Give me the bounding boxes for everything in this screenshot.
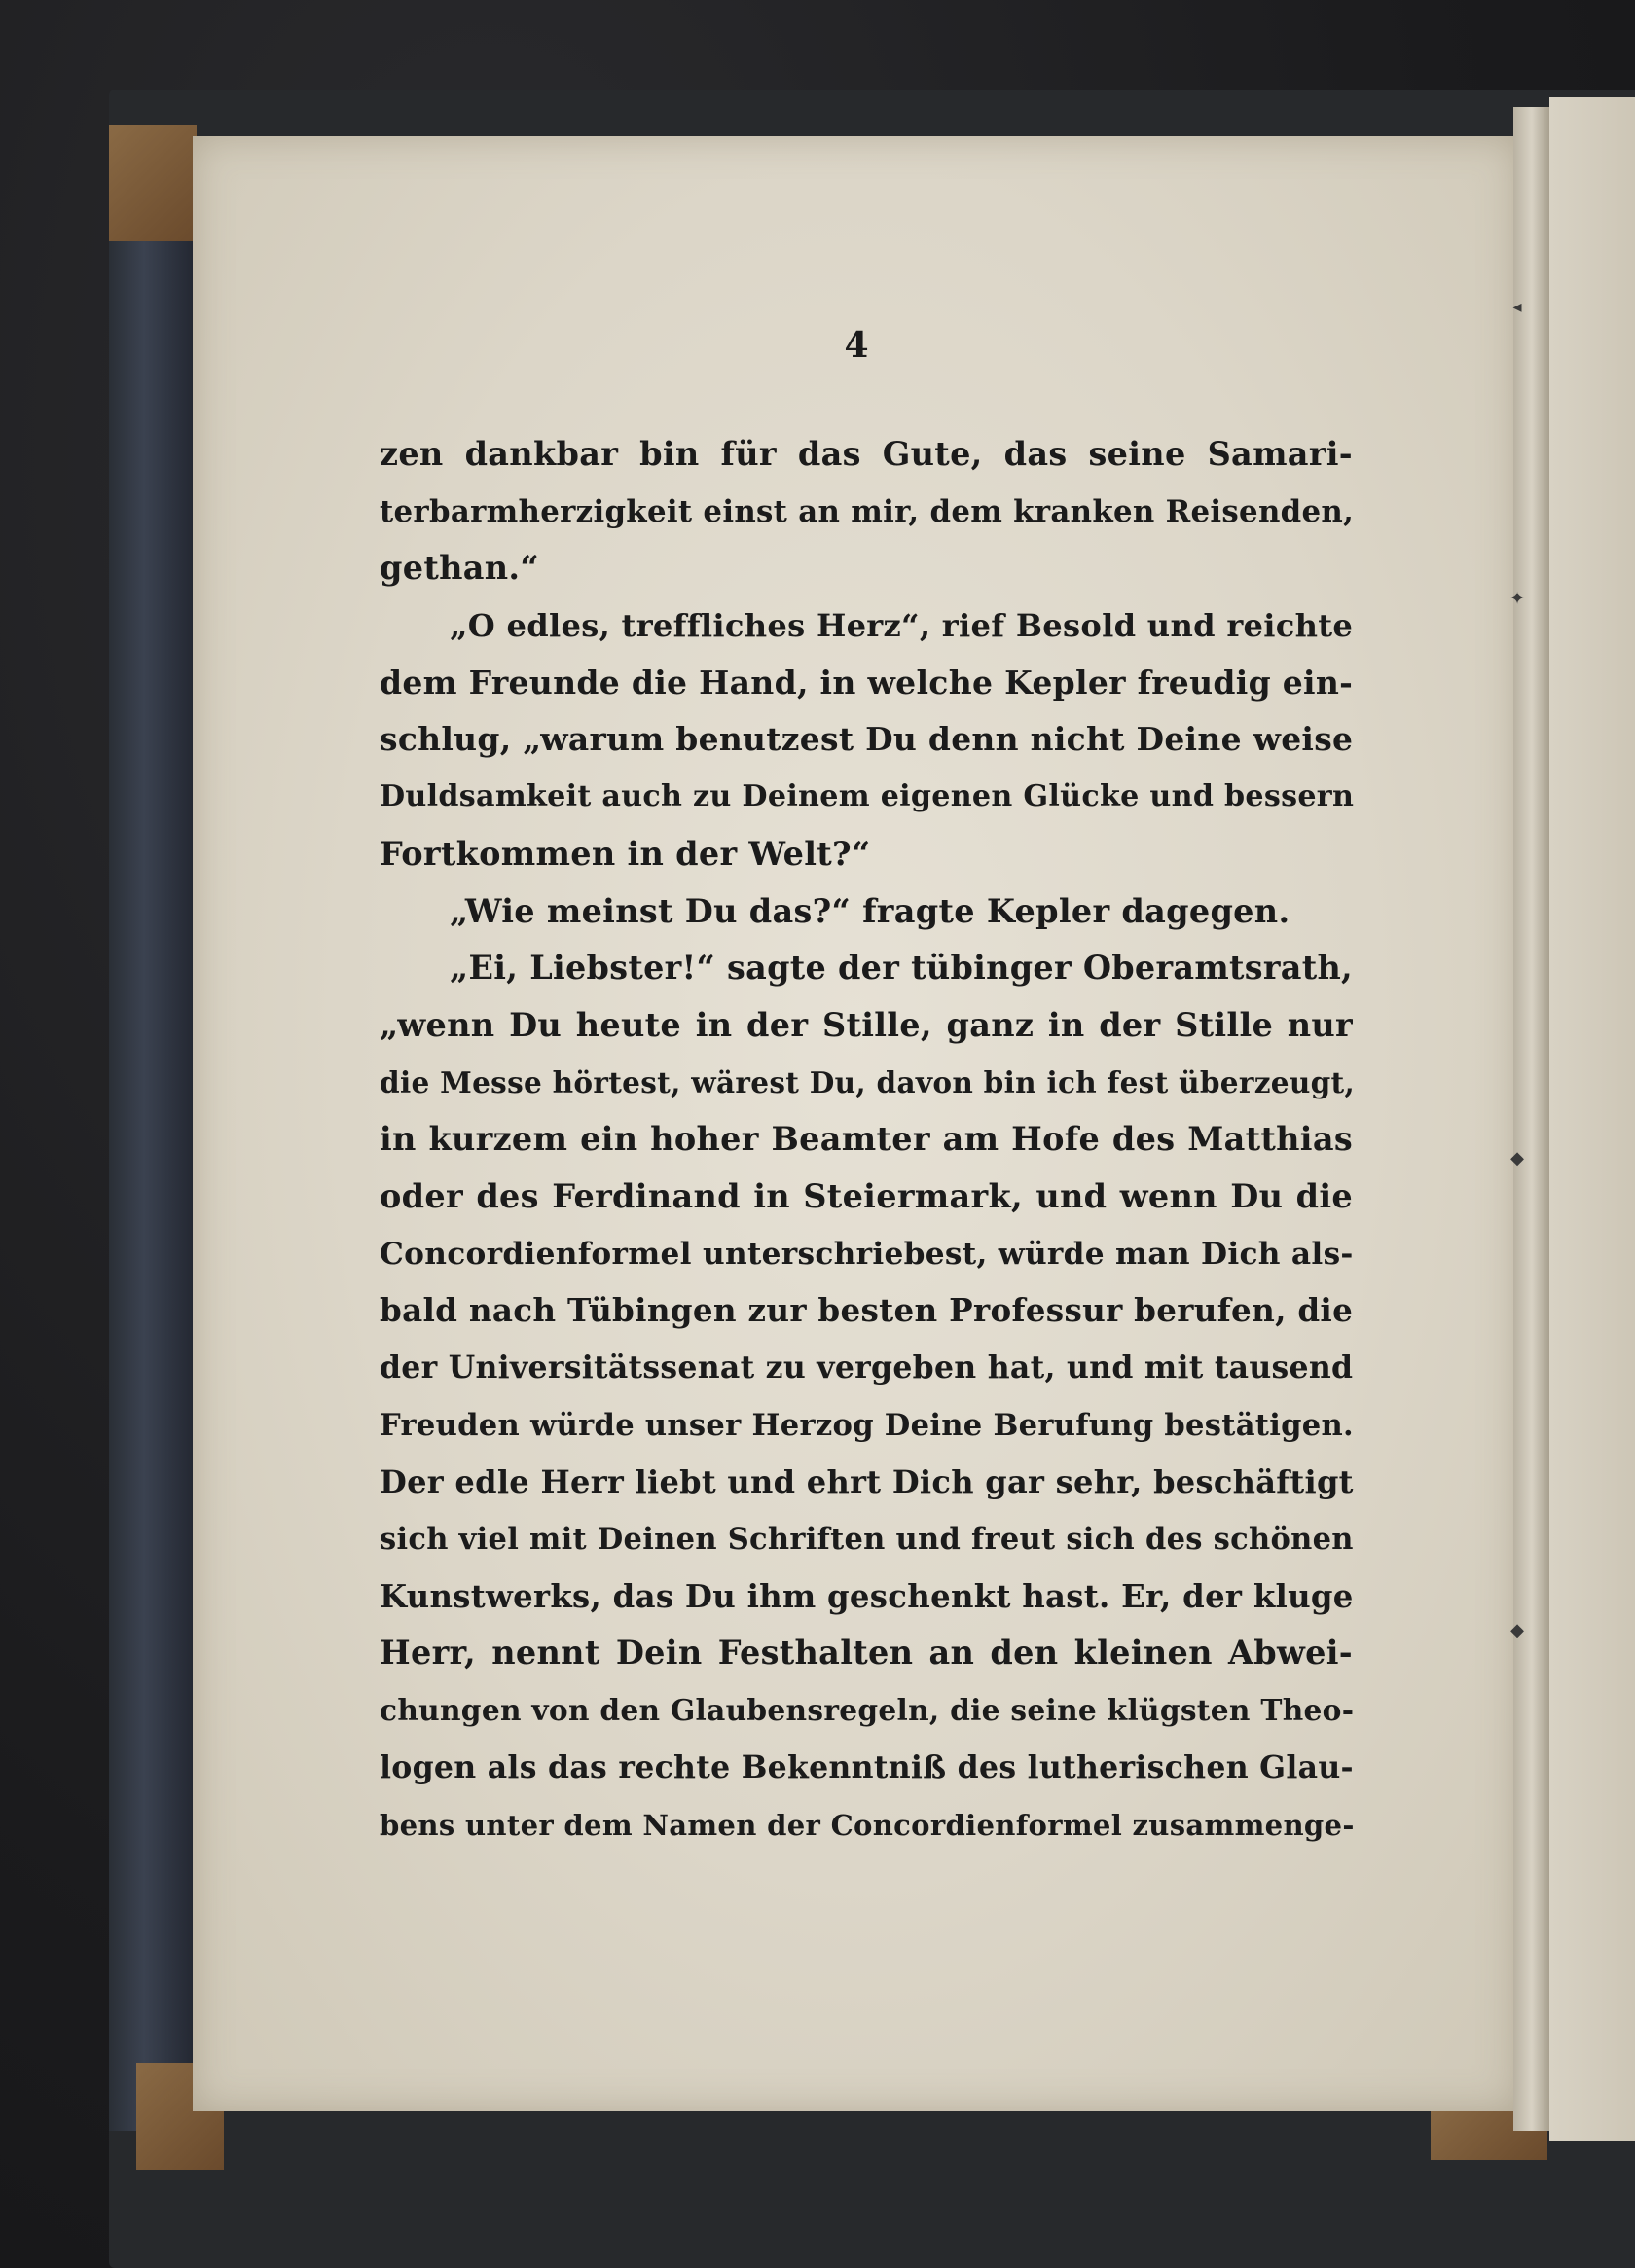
- binding-stitch-icon: ◆: [1510, 1620, 1524, 1640]
- text-line: „Ei, Liebster!“ sagte der tübinger Oberamtsrath,: [450, 949, 1353, 988]
- text-line: „wenn Du heute in der Stille, ganz in der Stille nur: [380, 1005, 1353, 1044]
- text-line: der Universitätssenat zu vergeben hat, und mit tausend: [380, 1350, 1354, 1386]
- text-line: Der edle Herr liebt und ehrt Dich gar sehr, beschäftigt: [380, 1463, 1354, 1501]
- text-line: Concordienformel unterschriebest, würde man Dich als-: [380, 1236, 1354, 1272]
- cover-edge: [109, 126, 197, 2131]
- text-line: Duldsamkeit auch zu Deinem eigenen Glücke und bessern: [380, 779, 1355, 814]
- text-line: dem Freunde die Hand, in welche Kepler freudig ein-: [380, 663, 1354, 702]
- facing-page-edge: [1549, 97, 1635, 2141]
- cover-corner: [109, 125, 197, 241]
- page-gutter: [1513, 107, 1550, 2131]
- text-line: logen als das rechte Bekenntniß des lutherischen Glau-: [380, 1748, 1354, 1785]
- text-line: „O edles, treffliches Herz“, rief Besold und reichte: [450, 607, 1354, 645]
- text-line: gethan.“: [380, 549, 539, 588]
- text-line: Kunstwerks, das Du ihm geschenkt hast. Er, der kluge: [380, 1577, 1354, 1615]
- text-line: oder des Ferdinand in Steiermark, und wenn Du die: [380, 1176, 1353, 1215]
- text-line: in kurzem ein hoher Beamter am Hofe des Matthias: [380, 1120, 1353, 1159]
- text-line: Freuden würde unser Herzog Deine Berufung bestätigen.: [380, 1407, 1355, 1443]
- text-line: Herr, nennt Dein Festhalten an den kleinen Abwei-: [380, 1634, 1353, 1673]
- text-line: „Wie meinst Du das?“ fragte Kepler dagegen.: [450, 891, 1290, 930]
- page-body: [380, 426, 1356, 1854]
- text-line: bald nach Tübingen zur besten Professur berufen, die: [380, 1291, 1354, 1330]
- text-line: Fortkommen in der Welt?“: [380, 834, 871, 873]
- text-line: schlug, „warum benutzest Du denn nicht Deine weise: [380, 720, 1354, 759]
- binding-stitch-icon: ◆: [1510, 1148, 1524, 1169]
- text-line: sich viel mit Deinen Schriften und freut sich des schönen: [380, 1522, 1354, 1558]
- text-line: die Messe hörtest, wärest Du, davon bin ich fest überzeugt,: [380, 1064, 1356, 1099]
- text-line: terbarmherzigkeit einst an mir, dem kranken Reisenden,: [380, 493, 1355, 529]
- text-line: bens unter dem Namen der Concordienformel zusammenge-: [380, 1808, 1355, 1842]
- text-line: zen dankbar bin für das Gute, das seine Samari-: [380, 435, 1353, 473]
- page-number: 4: [844, 325, 869, 366]
- binding-stitch-icon: ◂: [1512, 297, 1522, 317]
- text-line: chungen von den Glaubensregeln, die seine klügsten Theo-: [380, 1693, 1355, 1728]
- binding-stitch-icon: ✦: [1509, 589, 1525, 609]
